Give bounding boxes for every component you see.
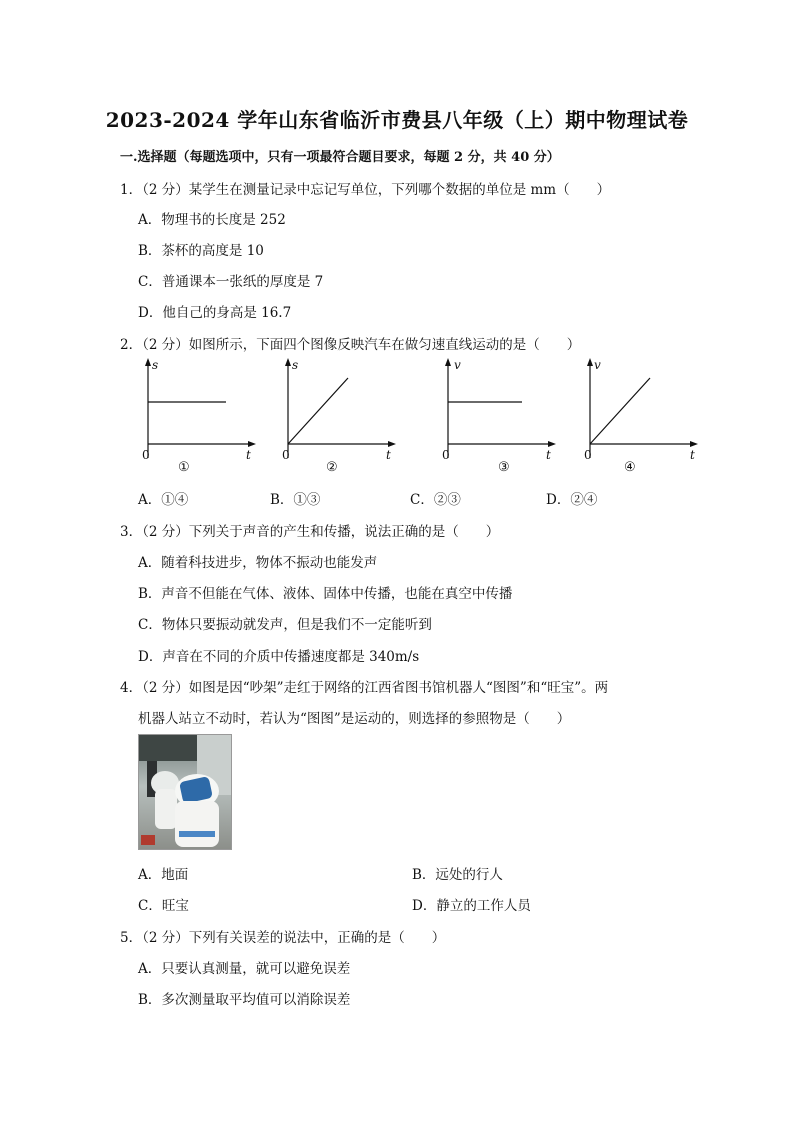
graph-2-number: ② — [326, 460, 338, 475]
page-title: 2023-2024 学年山东省临沂市费县八年级（上）期中物理试卷 — [105, 108, 689, 132]
question-1-option-b[interactable]: B．茶杯的高度是 10 — [138, 243, 264, 259]
graph-2 — [270, 356, 400, 482]
graph-2-x-label: t — [386, 448, 391, 462]
graph-1-x-label: t — [246, 448, 251, 462]
graph-3-plot — [430, 356, 560, 482]
question-3-stem: 3．（2 分）下列关于声音的产生和传播，说法正确的是（ ） — [120, 524, 500, 540]
question-2-stem: 2．（2 分）如图所示，下面四个图像反映汽车在做匀速直线运动的是（ ） — [120, 337, 581, 353]
question-3-option-c[interactable]: C．物体只要振动就发声，但是我们不一定能听到 — [138, 617, 432, 633]
graph-3-y-label: v — [454, 358, 461, 372]
graph-3-origin: 0 — [442, 448, 450, 462]
graph-4 — [572, 356, 702, 482]
question-1-option-c[interactable]: C．普通课本一张纸的厚度是 7 — [138, 274, 324, 290]
graph-2-line — [288, 378, 348, 444]
graph-2-origin: 0 — [282, 448, 290, 462]
graph-1-y-label: s — [152, 358, 159, 372]
graph-3-x-label: t — [546, 448, 551, 462]
question-2-option-d[interactable]: D．②④ — [546, 492, 598, 508]
question-2-option-a[interactable]: A．①④ — [138, 492, 189, 508]
graph-1-plot — [130, 356, 260, 482]
question-1-option-a[interactable]: A．物理书的长度是 252 — [138, 212, 286, 228]
graph-1-number: ① — [178, 460, 190, 475]
question-5-stem: 5．（2 分）下列有关误差的说法中，正确的是（ ） — [120, 930, 446, 946]
robot-photo — [138, 734, 232, 850]
graph-2-y-label: s — [292, 358, 299, 372]
question-1-stem: 1．（2 分）某学生在测量记录中忘记写单位，下列哪个数据的单位是 mm（ ） — [120, 182, 611, 198]
graph-4-plot — [572, 356, 702, 482]
question-1-option-d[interactable]: D．他自己的身高是 16.7 — [138, 305, 292, 321]
graph-3-number: ③ — [498, 460, 510, 475]
question-4-stem-line-2: 机器人站立不动时，若认为“图图”是运动的，则选择的参照物是（ ） — [138, 711, 571, 727]
question-5-option-a[interactable]: A．只要认真测量，就可以避免误差 — [138, 961, 351, 977]
graph-4-x-label: t — [690, 448, 695, 462]
graph-1 — [130, 356, 260, 482]
question-4-option-d[interactable]: D．静立的工作人员 — [412, 898, 531, 914]
section-heading: 一.选择题（每题选项中，只有一项最符合题目要求，每题 2 分，共 40 分） — [120, 150, 560, 165]
graph-4-origin: 0 — [584, 448, 592, 462]
graph-1-origin: 0 — [142, 448, 150, 462]
question-2-option-b[interactable]: B．①③ — [270, 492, 321, 508]
question-4-option-b[interactable]: B．远处的行人 — [412, 867, 503, 883]
question-2-graphs — [130, 356, 710, 482]
question-4-stem-line-1: 4．（2 分）如图是因“吵架”走红于网络的江西省图书馆机器人“图图”和“旺宝”。两 — [120, 680, 609, 696]
graph-4-y-label: v — [594, 358, 601, 372]
question-2-option-c[interactable]: C．②③ — [410, 492, 461, 508]
question-5-option-b[interactable]: B．多次测量取平均值可以消除误差 — [138, 992, 351, 1008]
graph-3 — [430, 356, 560, 482]
question-4-option-c[interactable]: C．旺宝 — [138, 898, 189, 914]
question-3-option-d[interactable]: D．声音在不同的介质中传播速度都是 340m/s — [138, 649, 420, 665]
question-4-option-a[interactable]: A．地面 — [138, 867, 189, 883]
graph-4-number: ④ — [624, 460, 636, 475]
question-3-option-a[interactable]: A．随着科技进步，物体不振动也能发声 — [138, 555, 378, 571]
question-3-option-b[interactable]: B．声音不但能在气体、液体、固体中传播，也能在真空中传播 — [138, 586, 513, 602]
graph-4-line — [590, 378, 650, 444]
